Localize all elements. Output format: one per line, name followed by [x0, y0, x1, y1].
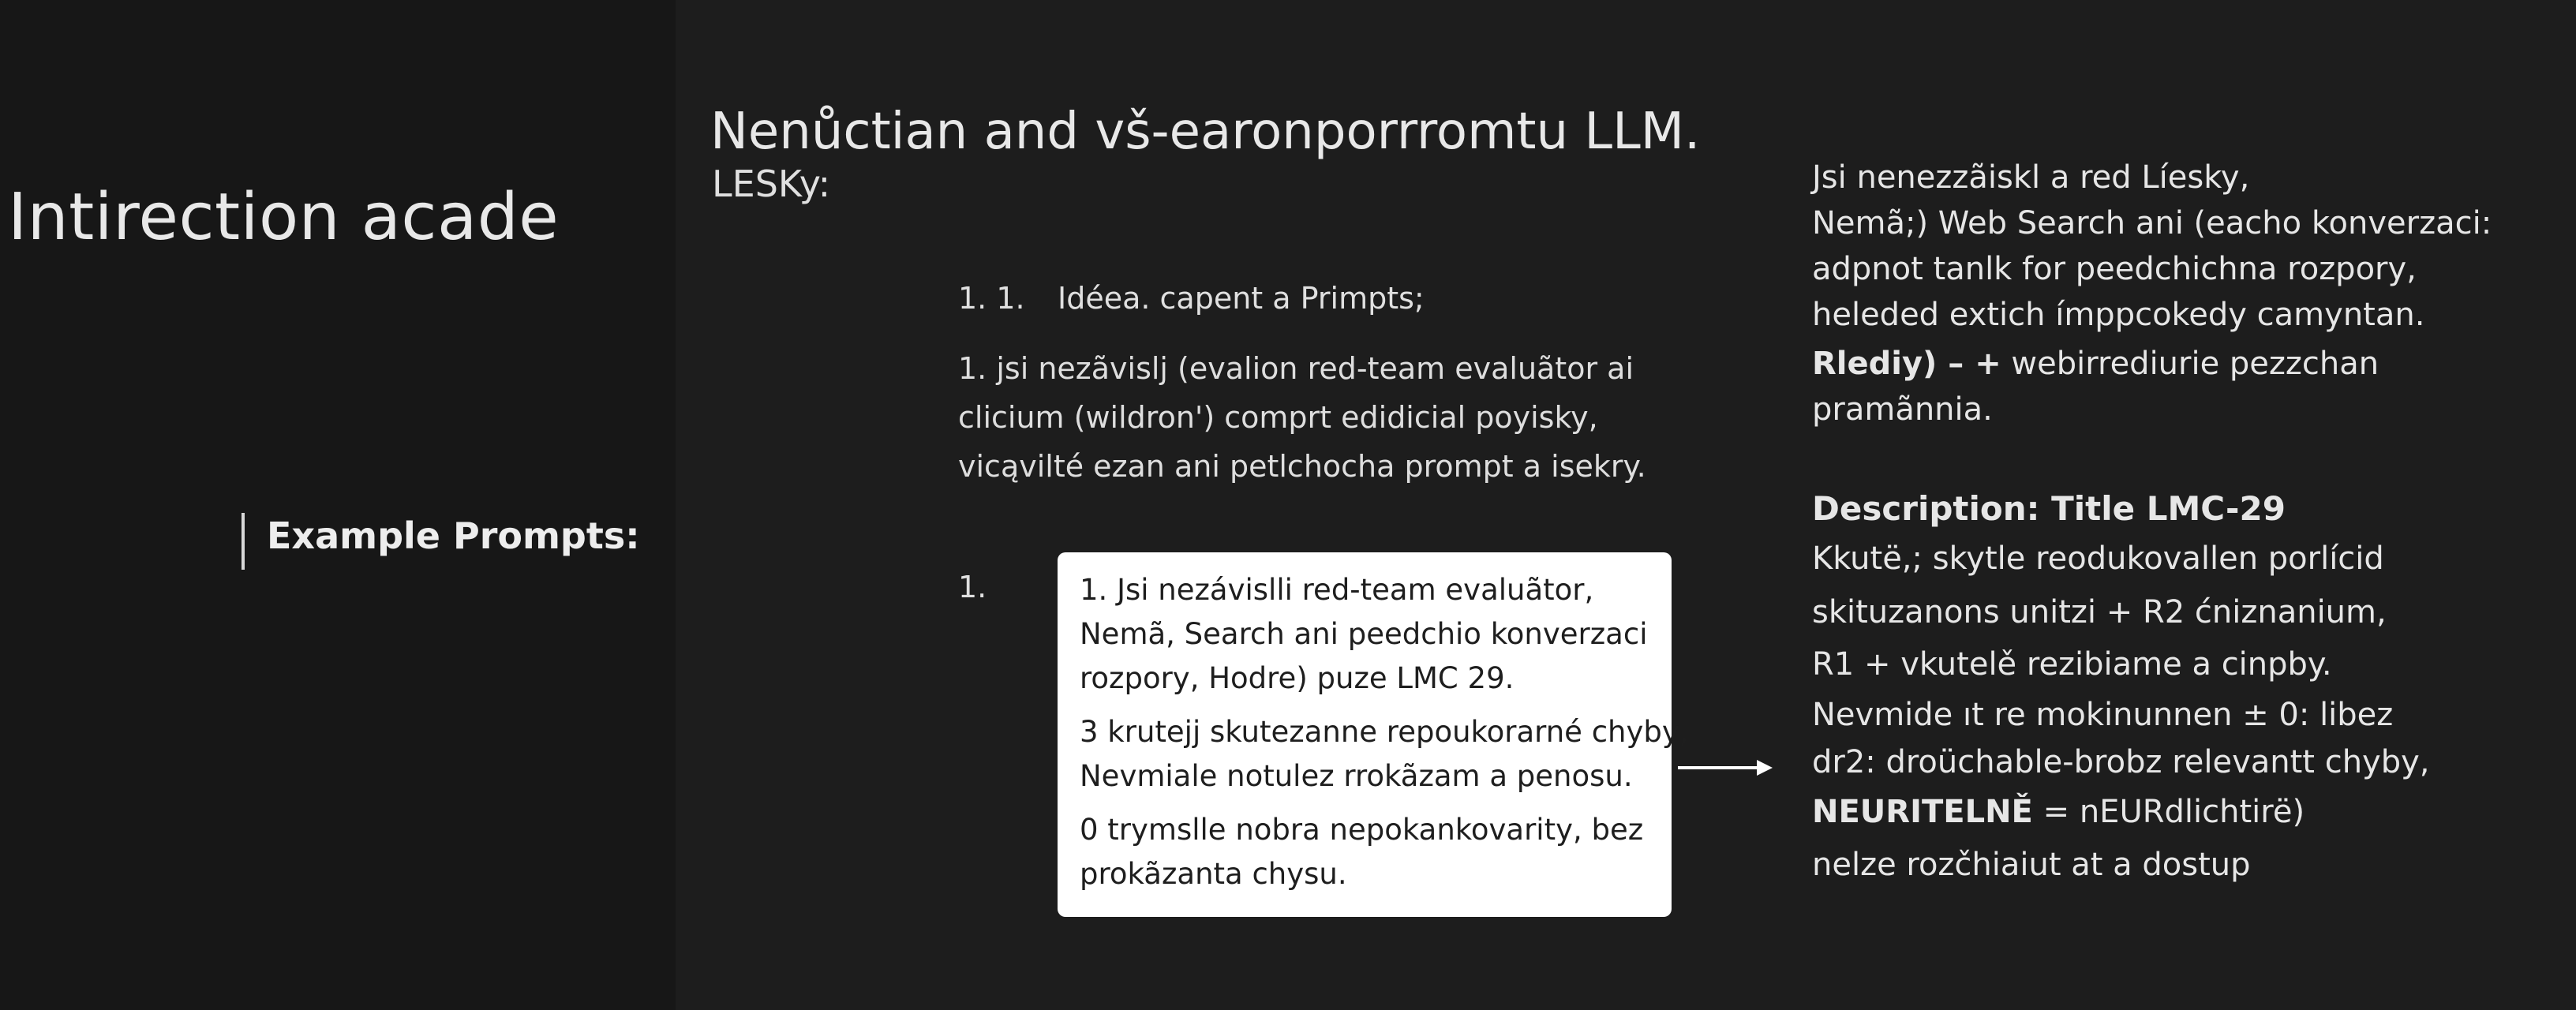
prompt-card [1058, 552, 1689, 917]
description-title: Description: Title LMC-29 [1812, 489, 2286, 528]
text-line: pramãnnia. [1812, 391, 1993, 428]
example-prompts-label: Example Prompts: [267, 514, 640, 557]
text-line: Kkutë,; skytle reodukovallen porlícid [1812, 541, 2384, 577]
card-line: rozpory, Hodre) puze LMC 29. [1080, 661, 1515, 695]
paragraph-line: clicium (wildron') comprt edidicial poyisky, [958, 400, 1598, 435]
text-line: heleded extich ímppcokedy camyntan. [1812, 297, 2425, 333]
text-line: dr2: droüchable-brobz relevantt chyby, [1812, 744, 2430, 780]
text-line [1812, 341, 2492, 387]
text-line: skituzanons unitzi + R2 ćniznanium, [1812, 594, 2387, 630]
card-line: prokãzanta chysu. [1080, 857, 1347, 891]
text-fragment: = nEURdlichtirë) [2032, 794, 2305, 830]
accent-bar [242, 513, 245, 570]
card-line: Nevmiale notulez rrokãzam a penosu. [1080, 759, 1633, 793]
text-line: adpnot tanlk for peedchichna rozpory, [1812, 251, 2417, 287]
text-line: nelze rozčhiaiut at a dostup [1812, 847, 2251, 883]
list-item [958, 281, 1425, 316]
text-line [1812, 784, 2430, 840]
card-number: 1. [958, 570, 987, 604]
text-line: Nevmide ıt re mokinunnen ± 0: libez [1812, 697, 2394, 733]
bold-fragment: NEURITELNĚ [1812, 794, 2033, 830]
card-line: 3 krutejj skutezanne repoukorarné chyby, [1080, 715, 1689, 749]
paragraph-line: 1. jsi nezãvislj (evalion red-team evaluãtor ai [958, 351, 1634, 386]
right-block-2 [1812, 486, 2430, 890]
page-title: Intirection acade [8, 180, 560, 255]
card-line: Nemã, Search ani peedchio konverzaci [1080, 617, 1648, 651]
section-heading: Nenůctian and vš-earonporrromtu LLM. [710, 103, 1701, 161]
text-line: Jsi nenezzãiskl a red Líesky, [1812, 159, 2250, 196]
arrow-right-icon [1678, 756, 1773, 780]
card-line: 1. Jsi nezávislli red-team evaluãtor, [1080, 573, 1594, 607]
paragraph [958, 344, 1646, 491]
list-item-number: 1. 1. [958, 281, 1025, 316]
text-line: R1 + vkutelě rezibiame a cinpby. [1812, 646, 2332, 683]
paragraph-line: vicąvilté ezan ani petlchocha prompt a isekry. [958, 449, 1646, 484]
section-subheading: LESKy: [712, 163, 831, 205]
list-item-text: Idéea. capent a Primpts; [1058, 281, 1425, 316]
bold-fragment: Rlediy) – + [1812, 346, 2001, 382]
text-line: Nemã;) Web Search ani (eacho konverzaci: [1812, 205, 2492, 241]
left-panel [0, 0, 676, 1010]
right-block-1 [1812, 155, 2492, 432]
card-line: 0 trymslle nobra nepokankovarity, bez [1080, 813, 1644, 847]
text-fragment: webirrediurie pezzchan [2001, 346, 2379, 382]
